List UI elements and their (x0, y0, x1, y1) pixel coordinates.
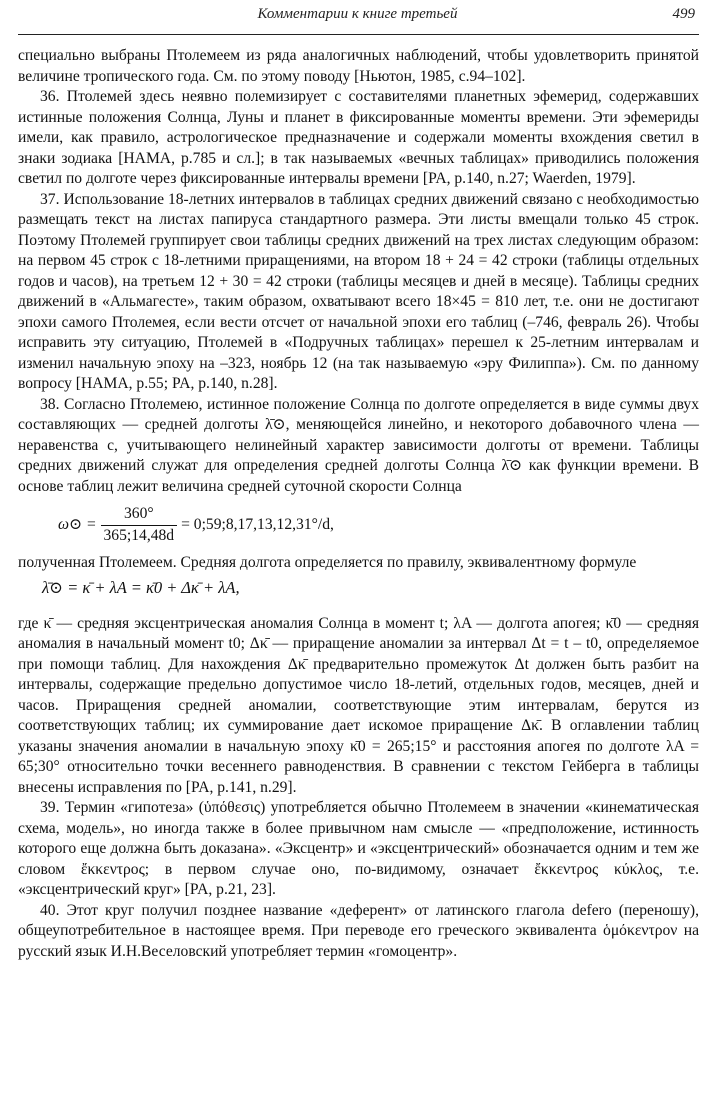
fraction-denominator: 365;14,48d (103, 526, 175, 544)
fraction-numerator: 360° (101, 504, 178, 526)
paragraph-35-end: специально выбраны Птолемеем из ряда аналогичных наблюдений, чтобы удовлетворить принятой величине тропического года. См. по этому поводу [Ньютон, 1985, с.94–102]. (18, 47, 699, 85)
page-number: 499 (672, 6, 695, 22)
paragraph-38-part-3: где κ̄ — средняя эксцентрическая аномалия Солнца в момент t; λA — долгота апогея; κ̄0 — средняя аномалия в начальный момент t0; Δκ̄ — приращение аномалии за интервал Δt = t – t0, определяемое при помощи таблиц. Для нахождения Δκ̄ предварительно промежуток Δt должен быть разбит на интервалы, содержащие предельно допустимое число 18-летий, отдельных годов, месяцев, дней и часов. Приращения средней аномалии, соответствующие этим интервалам, берутся из соответствующих таблиц; их суммирование дает искомое приращение Δκ̄. В оглавлении таблиц указаны значения аномалии в начальную эпоху κ̄0 = 265;15° и расстояния апогея по долготе λA = 65;30° относительно точки весеннего равноденствия. В сравнении с текстом Гейберга в таблицы внесены исправления по [PA, p.141, n.29]. (18, 614, 699, 796)
formula-mean-longitude: λ̄⊙ = κ̄ + λA = κ̄0 + Δκ̄ + λA, (42, 577, 240, 597)
paragraph-38-part-1: 38. Согласно Птолемею, истинное положение Солнца по долготе определяется в виде суммы двух составляющих — средней долготы λ̄⊙, меняющейся линейно, и некоторого добавочного члена — неравенства с, учитывающего нелинейный характер зависимости долготы от времени. Таблицы средних движений служат для определения средней долготы Солнца λ̄⊙ как функции времени. В основе таблиц лежит величина средней суточной скорости Солнца (18, 395, 699, 495)
header-rule (18, 34, 699, 35)
fraction (101, 504, 178, 546)
paragraph-37: 37. Использование 18-летних интервалов в таблицах средних движений связано с необходимостью размещать текст на листах папируса стандартного размера. Эти листы вмещали только 45 строк. Поэтому Птолемей группирует свои таблицы средних движений на трех листах следующим образом: на первом 45 строк с 18-летними приращениями, на втором 18 + 24 = 42 строки (таблицы отдельных годов и часов), на третьем 12 + 30 = 42 строки (таблицы месяцев и дней в месяце). Таблицы средних движений в «Альмагесте», таким образом, охватывают всего 18×45 = 810 лет, т.е. они не достигают эпохи самого Птолемея, если вести отсчет от начальной эпохи его таблиц (–746, февраль 26). Чтобы исправить эту ситуацию, Птолемей в «Подручных таблицах» перешел к 25-летним интервалам и изменил начальную эпоху на –323, ноябрь 12 (на так называемую «эру Филиппа»). См. по данному вопросу [HAMA, p.55; PA, p.140, n.28]. (18, 190, 699, 392)
paragraph-38-part-2: полученная Птолемеем. Средняя долгота определяется по правилу, эквивалентному формуле (18, 554, 637, 571)
paragraph-39: 39. Термин «гипотеза» (ὑπόθεσις) употребляется обычно Птолемеем в значении «кинематическая схема, модель», но иногда также в более привычном нам смысле — «предположение, истинность которого еще должна быть доказана». «Эксцентр» и «эксцентрический» обозначается одним и тем же словом ἔκκεντρος; в первом случае оно, по-видимому, означает ἔκκεντρος κύκλος, т.е. «эксцентрический круг» [PA, p.21, 23]. (18, 799, 699, 898)
page-body (18, 46, 699, 962)
formula-angular-velocity (58, 499, 699, 551)
paragraph-40: 40. Этот круг получил позднее название «деферент» от латинского глагола defero (переношу), общеупотребительное в настоящее время. При переводе его греческого эквивалента ὁμόκεντρον на русский язык И.Н.Веселовский употребляет термин «гомоцентр». (18, 901, 699, 960)
running-header-title: Комментарии к книге третьей (257, 6, 458, 22)
paragraph-36: 36. Птолемей здесь неявно полемизирует с составителями планетных эфемерид, содержавших истинные положения Солнца, Луны и планет в фиксированные моменты времени. Эти эфемериды имели, как правило, астрологическое предназначение и содержали моменты вхождения светил в знаки зодиака [HAMA, p.785 и сл.]; в так называемых «вечных таблицах» приводились положения светил по долготе через фиксированные интервалы времени [PA, p.140, n.27; Waerden, 1979]. (18, 88, 699, 187)
formula-angular-velocity-lhs: ω⊙ = (58, 515, 97, 533)
formula-angular-velocity-rhs: = 0;59;8,17,13,12,31°/d, (181, 515, 334, 533)
